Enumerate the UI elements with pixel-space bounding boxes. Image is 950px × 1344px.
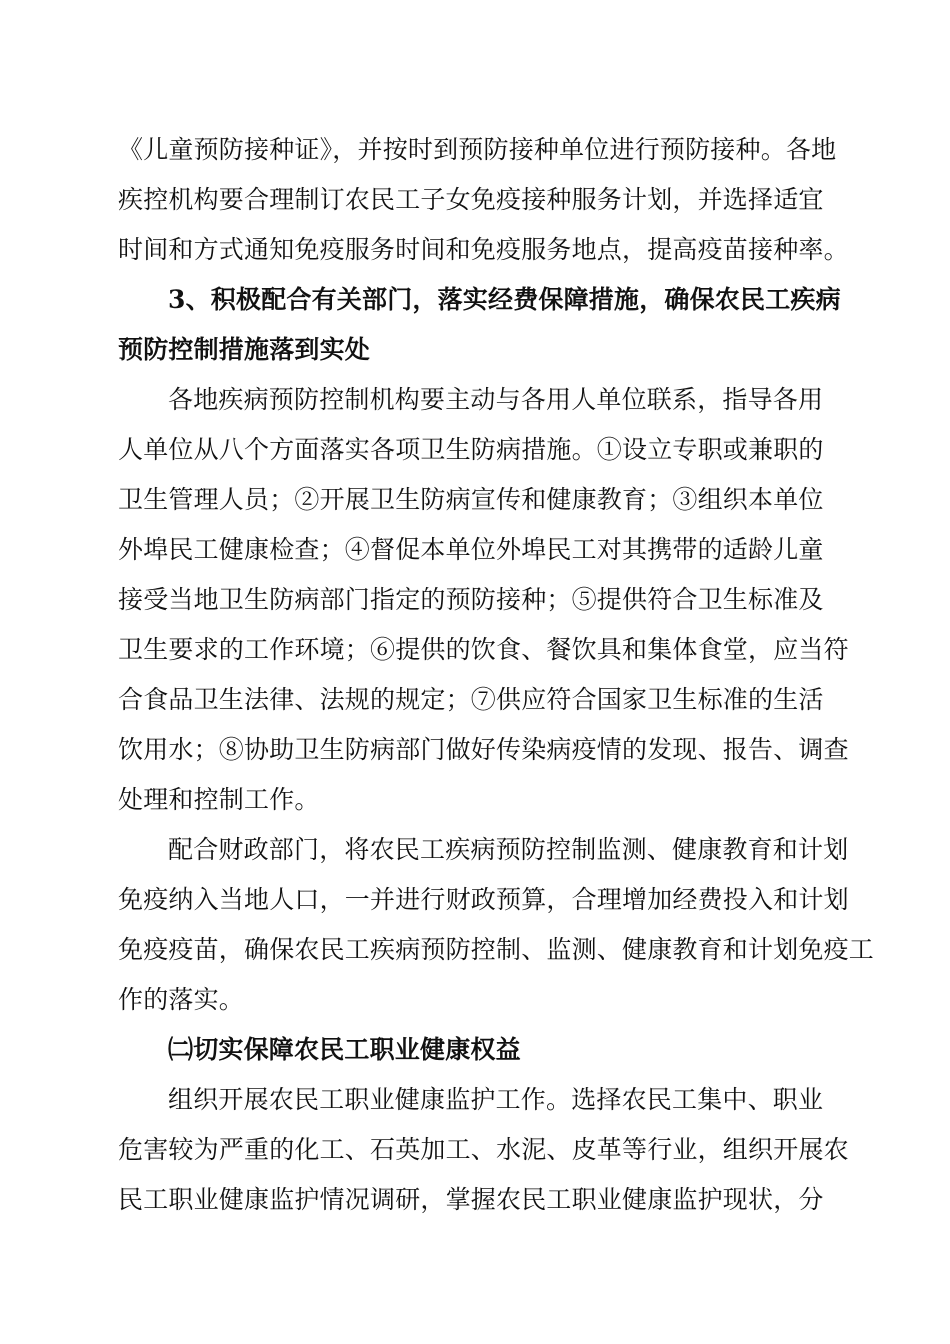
section-heading-2: ㈡切实保障农民工职业健康权益: [168, 1035, 521, 1064]
text-line-13: 饮用水；⑧协助卫生防病部门做好传染病疫情的发现、报告、调查: [118, 735, 849, 764]
text-line-8: 卫生管理人员；②开展卫生防病宣传和健康教育；③组织本单位: [118, 485, 824, 514]
text-line-17: 免疫疫苗，确保农民工疾病预防控制、监测、健康教育和计划免疫工: [118, 935, 875, 964]
text-line-2: 疾控机构要合理制订农民工子女免疫接种服务计划，并选择适宜: [118, 185, 824, 214]
text-line-16: 免疫纳入当地人口，一并进行财政预算，合理增加经费投入和计划: [118, 885, 849, 914]
text-line-10: 接受当地卫生防病部门指定的预防接种；⑤提供符合卫生标准及: [118, 585, 824, 614]
text-line-22: 民工职业健康监护情况调研，掌握农民工职业健康监护现状，分: [118, 1185, 824, 1214]
text-line-15: 配合财政部门，将农民工疾病预防控制监测、健康教育和计划: [168, 835, 849, 864]
text-line-12: 合食品卫生法律、法规的规定；⑦供应符合国家卫生标准的生活: [118, 685, 824, 714]
text-line-14: 处理和控制工作。: [118, 785, 320, 814]
text-line-9: 外埠民工健康检查；④督促本单位外埠民工对其携带的适龄儿童: [118, 535, 824, 564]
text-line-3: 时间和方式通知免疫服务时间和免疫服务地点，提高疫苗接种率。: [118, 235, 849, 264]
text-line-7: 人单位从八个方面落实各项卫生防病措施。①设立专职或兼职的: [118, 435, 824, 464]
text-line-6: 各地疾病预防控制机构要主动与各用人单位联系，指导各用: [168, 385, 824, 414]
text-line-1: 《儿童预防接种证》，并按时到预防接种单位进行预防接种。各地: [118, 135, 837, 164]
section-heading-3-line-2: 预防控制措施落到实处: [118, 335, 371, 364]
section-heading-3-line-1: 3、积极配合有关部门，落实经费保障措施，确保农民工疾病: [168, 285, 841, 314]
text-line-11: 卫生要求的工作环境；⑥提供的饮食、餐饮具和集体食堂，应当符: [118, 635, 849, 664]
text-line-20: 组织开展农民工职业健康监护工作。选择农民工集中、职业: [168, 1085, 824, 1114]
text-line-18: 作的落实。: [118, 985, 245, 1014]
text-line-21: 危害较为严重的化工、石英加工、水泥、皮革等行业，组织开展农: [118, 1135, 849, 1164]
